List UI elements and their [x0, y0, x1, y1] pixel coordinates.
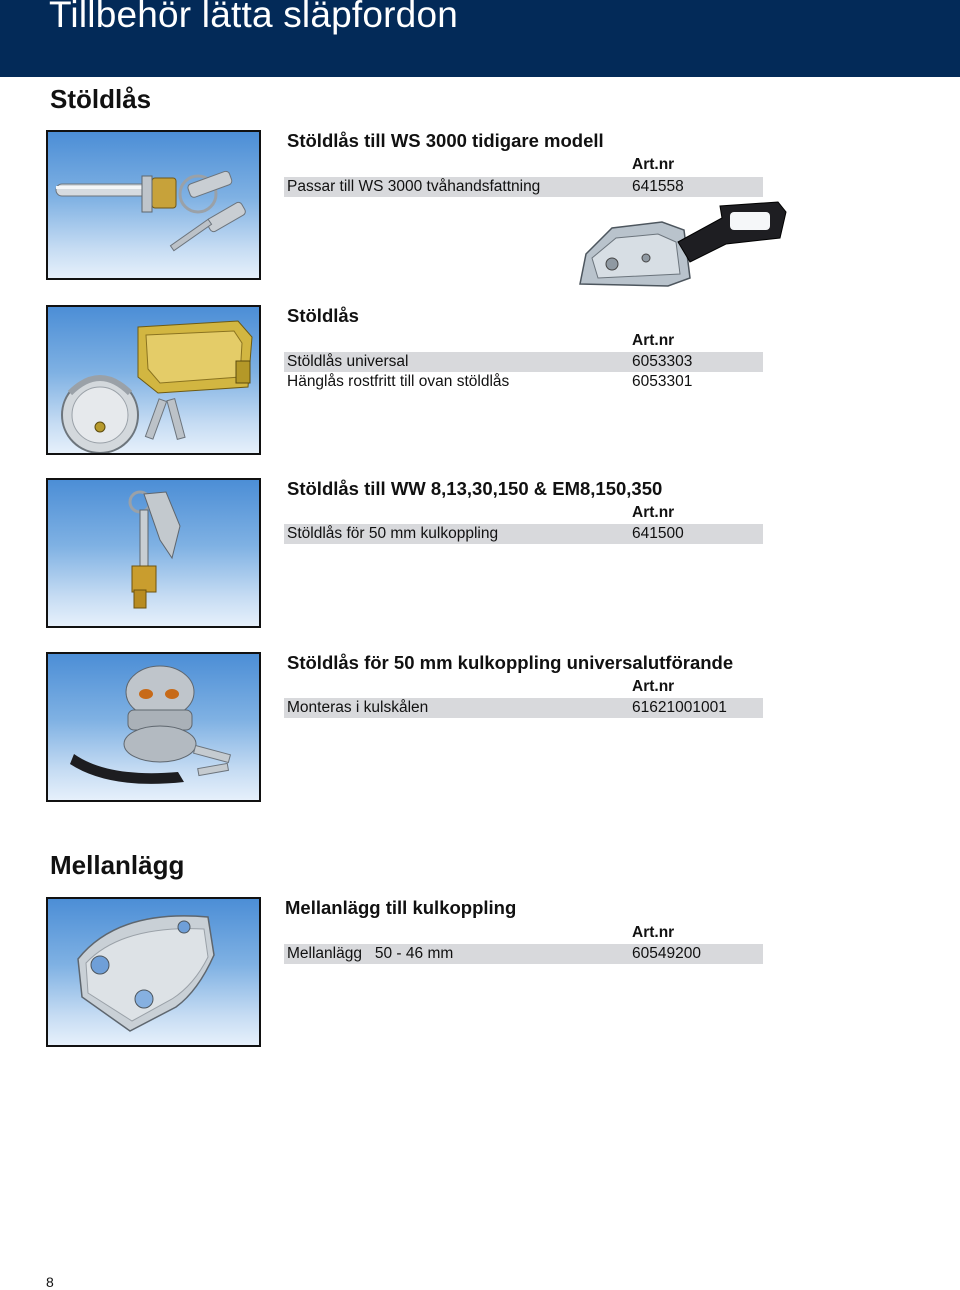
artnr-header: Art.nr — [632, 156, 675, 173]
row-description: Hänglås rostfritt till ovan stöldlås — [287, 373, 510, 390]
row-artnr: 6053303 — [632, 353, 693, 370]
product-photo-spacer — [46, 897, 261, 1047]
row-artnr: 641500 — [632, 525, 684, 542]
product-title: Stöldlås till WW 8,13,30,150 & EM8,150,350 — [287, 478, 663, 499]
table-row — [284, 372, 763, 392]
product-photo-ws3000-lock — [46, 130, 261, 280]
artnr-header: Art.nr — [632, 924, 675, 941]
row-artnr: 60549200 — [632, 945, 701, 962]
section-title-mellanlagg: Mellanlägg — [50, 850, 185, 880]
product-title: Stöldlås — [287, 305, 359, 326]
product-photo-ww-lock — [46, 478, 261, 628]
page-number: 8 — [46, 1274, 54, 1290]
product-title: Mellanlägg till kulkoppling — [285, 897, 517, 918]
coupling-product-image — [572, 198, 788, 295]
row-description: Passar till WS 3000 tvåhandsfattning — [287, 178, 541, 195]
row-description: Monteras i kulskålen — [287, 699, 429, 716]
table-row — [284, 944, 763, 964]
page-title: Tillbehör lätta släpfordon — [49, 0, 459, 35]
artnr-header: Art.nr — [632, 504, 675, 521]
product-photo-universal-lock — [46, 305, 261, 455]
artnr-header: Art.nr — [632, 332, 675, 349]
row-artnr: 61621001001 — [632, 699, 727, 716]
row-description: Stöldlås universal — [287, 353, 409, 370]
section-title-stoldlas: Stöldlås — [50, 84, 152, 114]
product-title: Stöldlås till WS 3000 tidigare modell — [287, 130, 604, 151]
row-artnr: 641558 — [632, 178, 684, 195]
product-title: Stöldlås för 50 mm kulkoppling universalutförande — [287, 652, 734, 673]
row-description: Mellanlägg 50 - 46 mm — [287, 945, 454, 962]
table-row — [284, 524, 763, 544]
product-photo-universal-ball-lock — [46, 652, 261, 802]
table-row — [284, 177, 763, 197]
table-row — [284, 698, 763, 718]
row-artnr: 6053301 — [632, 373, 693, 390]
page-header — [0, 0, 960, 77]
artnr-header: Art.nr — [632, 678, 675, 695]
row-description: Stöldlås för 50 mm kulkoppling — [287, 525, 499, 542]
table-row — [284, 352, 763, 372]
